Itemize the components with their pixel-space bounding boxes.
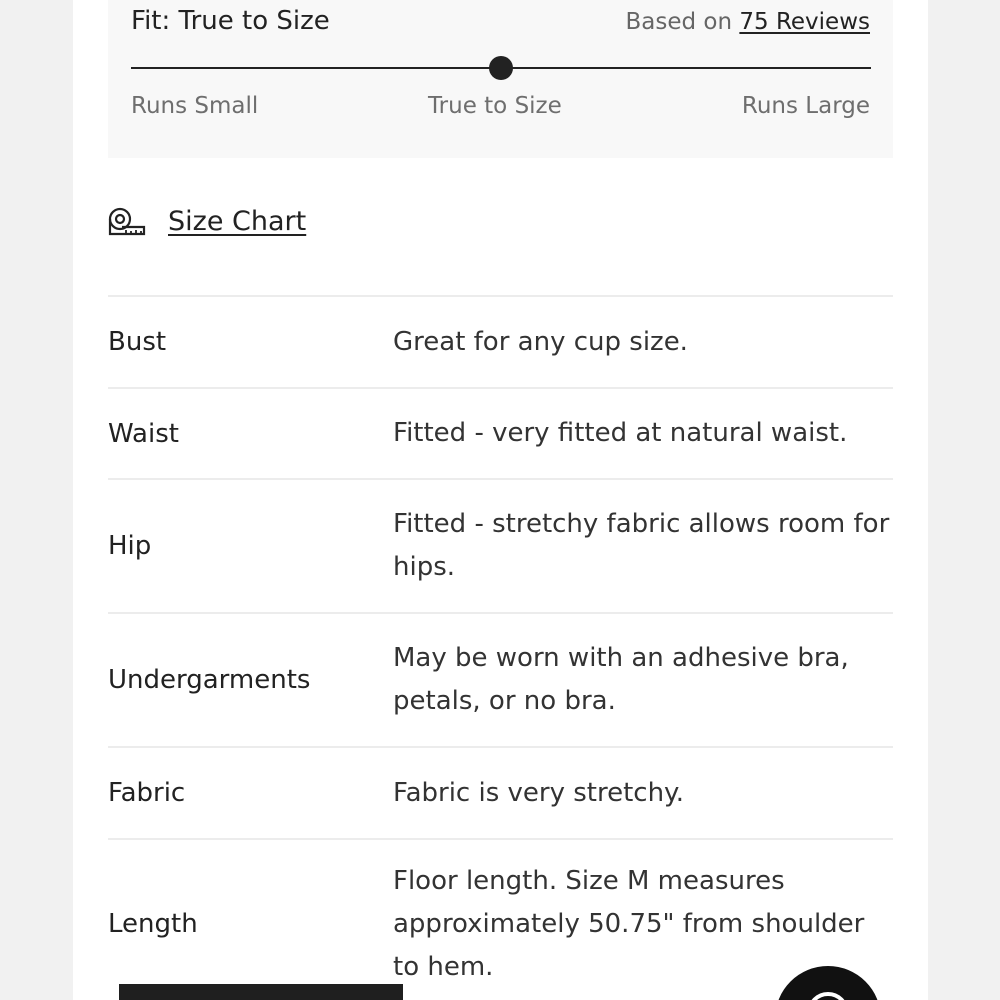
detail-row [108, 838, 893, 1000]
measuring-tape-icon [108, 207, 146, 237]
fit-label-true-to-size: True to Size [428, 93, 562, 119]
detail-value: Fitted - stretchy fabric allows room for hips. [393, 509, 890, 582]
fit-label-runs-small: Runs Small [131, 93, 259, 119]
detail-row [108, 478, 893, 612]
detail-value: Great for any cup size. [393, 326, 688, 357]
detail-label: Bust [108, 327, 167, 357]
fit-scale-marker [489, 56, 513, 80]
product-fit-details [108, 295, 893, 1000]
detail-label: Length [108, 909, 198, 939]
detail-label: Hip [108, 531, 152, 561]
product-details-page [73, 0, 928, 1000]
detail-row [108, 295, 893, 387]
detail-row [108, 387, 893, 478]
bottom-action-bar[interactable] [119, 984, 403, 1000]
reviews-link[interactable]: 75 Reviews [739, 9, 870, 35]
size-chart-link[interactable] [108, 206, 306, 237]
chat-icon [807, 992, 849, 1000]
detail-row [108, 746, 893, 838]
detail-value: Fitted - very fitted at natural waist. [393, 418, 848, 448]
fit-rating-panel [108, 0, 893, 158]
detail-label: Fabric [108, 778, 186, 808]
detail-value: Floor length. Size M measures approximately 50.75" from shoulder to hem. [393, 865, 865, 982]
detail-label: Waist [108, 418, 179, 449]
fit-reviews-summary [625, 9, 870, 35]
size-chart-label: Size Chart [168, 206, 307, 237]
detail-value: May be worn with an adhesive bra, petals, or no bra. [393, 643, 849, 716]
fit-title: Fit: True to Size [131, 6, 330, 36]
detail-value: Fabric is very stretchy. [393, 777, 685, 808]
based-on-text: Based on [625, 9, 740, 35]
detail-row [108, 612, 893, 746]
fit-label-runs-large: Runs Large [741, 93, 870, 119]
fit-scale-track [131, 67, 871, 69]
detail-label: Undergarments [108, 665, 311, 695]
